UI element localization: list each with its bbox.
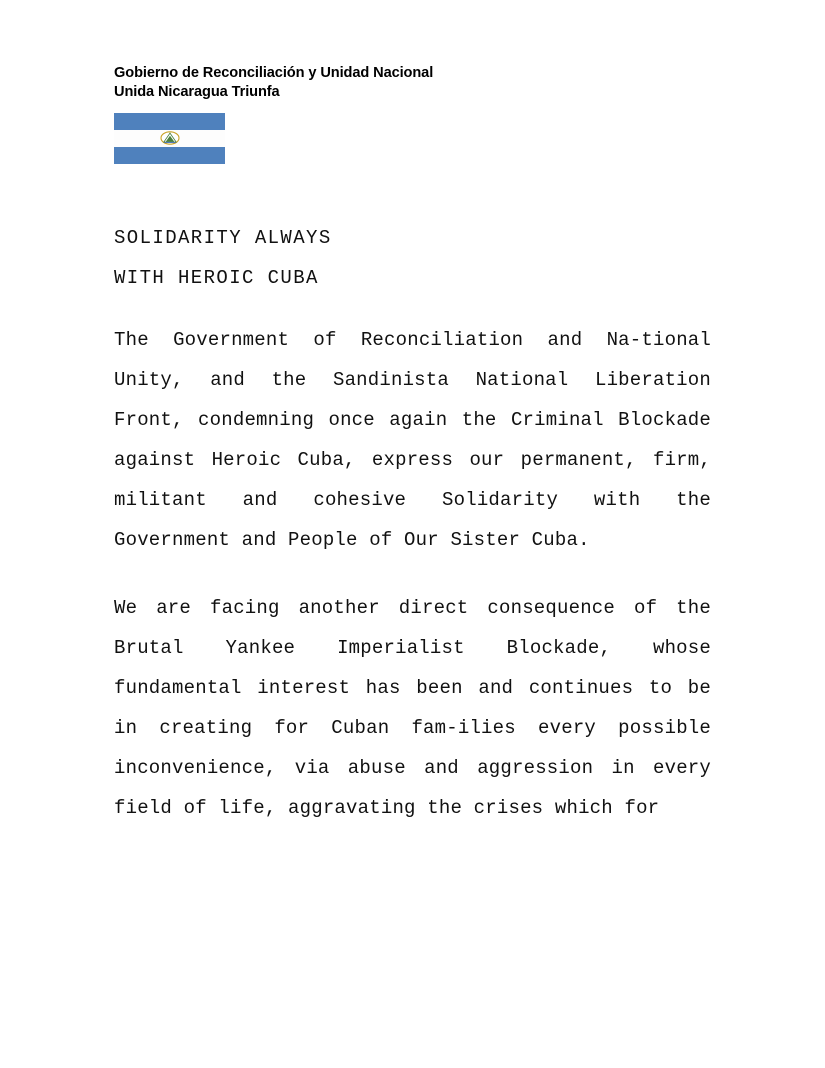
paragraph-2: We are facing another direct consequence of the Brutal Yankee Imperialist Blockade, whose fundamental interest has been and continues to be in creating for Cuban fam‐ilies every possible inconvenience, via abuse and aggression in every field of life, aggravating the crises which for bbox=[114, 597, 711, 819]
flag-stripe-top bbox=[114, 113, 225, 130]
document-title-line-2: WITH HEROIC CUBA bbox=[114, 267, 319, 289]
nicaragua-flag-icon bbox=[114, 113, 225, 164]
flag-coat-of-arms-icon bbox=[160, 131, 180, 146]
title-spacer bbox=[114, 298, 711, 320]
flag-stripe-bottom bbox=[114, 147, 225, 164]
paragraph-1: The Government of Reconciliation and Na‐tional Unity, and the Sandinista National Liberation Front, condemning once again the Criminal Blockade against Heroic Cuba, express our permanent, firm, militant and cohesive Solidarity with the Government and People of Our Sister Cuba. bbox=[114, 329, 711, 551]
document-title-line-1: SOLIDARITY ALWAYS bbox=[114, 227, 332, 249]
letterhead bbox=[114, 64, 734, 101]
document-body bbox=[114, 218, 711, 828]
letterhead-line-2: Unida Nicaragua Triunfa bbox=[114, 83, 280, 100]
letterhead-line-1: Gobierno de Reconciliación y Unidad Nacional bbox=[114, 65, 434, 81]
flag-stripe-middle bbox=[114, 130, 225, 147]
